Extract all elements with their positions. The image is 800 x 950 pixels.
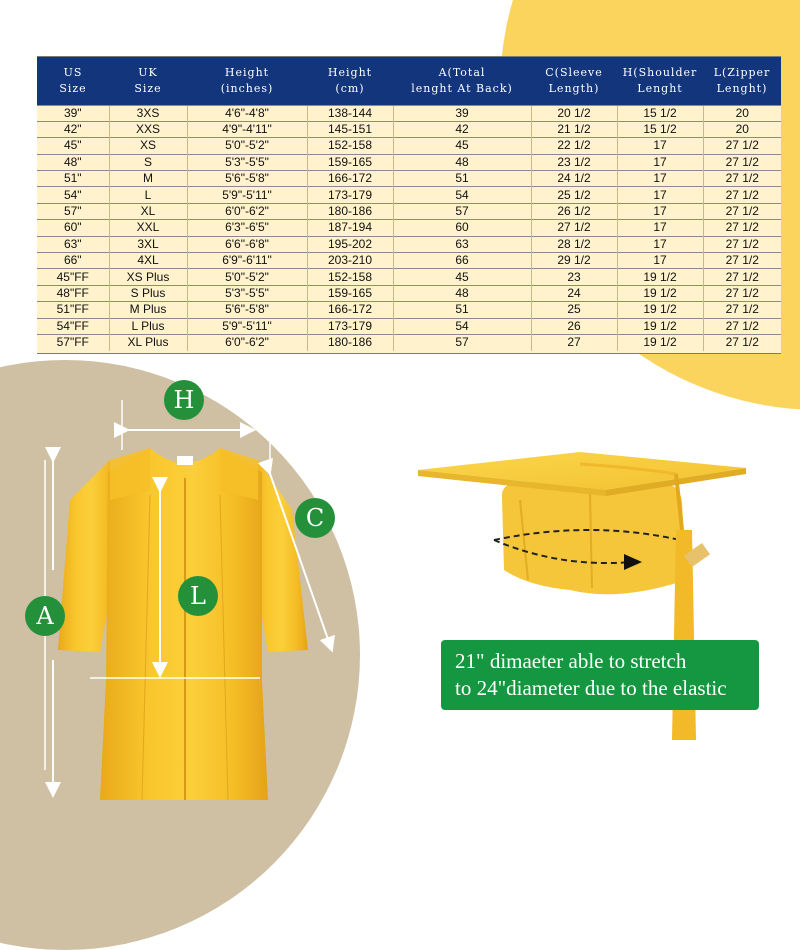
table-cell: XS Plus — [109, 269, 187, 285]
table-cell: 5'0"-5'2" — [187, 138, 307, 154]
table-cell: 51"FF — [37, 302, 109, 318]
table-cell: 19 1/2 — [617, 318, 703, 334]
table-cell: 60 — [393, 220, 531, 236]
table-cell: 57"FF — [37, 334, 109, 350]
table-cell: 42 — [393, 121, 531, 137]
table-cell: 6'9"-6'11" — [187, 253, 307, 269]
table-row — [37, 302, 781, 318]
table-cell: 20 — [703, 121, 781, 137]
table-cell: 19 1/2 — [617, 269, 703, 285]
table-cell: S — [109, 154, 187, 170]
table-cell: 17 — [617, 203, 703, 219]
table-cell: 19 1/2 — [617, 334, 703, 350]
table-cell: 4'6"-4'8" — [187, 105, 307, 121]
table-cell: XL — [109, 203, 187, 219]
table-body — [37, 105, 781, 351]
table-row — [37, 138, 781, 154]
table-cell: L — [109, 187, 187, 203]
table-cell: 17 — [617, 154, 703, 170]
table-cell: 27 1/2 — [703, 334, 781, 350]
table-cell: 27 1/2 — [703, 285, 781, 301]
table-cell: 66" — [37, 253, 109, 269]
table-row — [37, 220, 781, 236]
table-cell: 187-194 — [307, 220, 393, 236]
table-cell: 159-165 — [307, 285, 393, 301]
table-cell: 27 1/2 — [703, 138, 781, 154]
table-cell: 6'3"-6'5" — [187, 220, 307, 236]
table-cell: 57 — [393, 334, 531, 350]
table-cell: 17 — [617, 236, 703, 252]
table-cell: S Plus — [109, 285, 187, 301]
table-cell: 20 1/2 — [531, 105, 617, 121]
table-cell: 203-210 — [307, 253, 393, 269]
table-cell: 5'3"-5'5" — [187, 285, 307, 301]
table-row — [37, 334, 781, 350]
table-cell: 66 — [393, 253, 531, 269]
table-cell: 3XL — [109, 236, 187, 252]
table-cell: 5'9"-5'11" — [187, 187, 307, 203]
table-cell: 17 — [617, 171, 703, 187]
header-zipper-length: L(Zipper Lenght) — [713, 65, 771, 95]
table-cell: 51 — [393, 302, 531, 318]
table-cell: 27 1/2 — [703, 187, 781, 203]
table-cell: 3XS — [109, 105, 187, 121]
table-cell: 159-165 — [307, 154, 393, 170]
table-cell: 5'6"-5'8" — [187, 302, 307, 318]
table-cell: 51" — [37, 171, 109, 187]
table-cell: 48 — [393, 154, 531, 170]
table-cell: 27 1/2 — [703, 253, 781, 269]
table-cell: 15 1/2 — [617, 105, 703, 121]
table-cell: 166-172 — [307, 302, 393, 318]
table-cell: 195-202 — [307, 236, 393, 252]
table-cell: 17 — [617, 187, 703, 203]
table-cell: 45" — [37, 138, 109, 154]
table-row — [37, 318, 781, 334]
table-row — [37, 203, 781, 219]
table-row — [37, 236, 781, 252]
table-cell: XL Plus — [109, 334, 187, 350]
table-cell: 29 1/2 — [531, 253, 617, 269]
table-cell: 19 1/2 — [617, 302, 703, 318]
table-cell: 57 — [393, 203, 531, 219]
table-row — [37, 105, 781, 121]
table-cell: 21 1/2 — [531, 121, 617, 137]
table-cell: 6'6"-6'8" — [187, 236, 307, 252]
table-row — [37, 269, 781, 285]
header-shoulder-length: H(Shoulder Lenght — [622, 65, 698, 95]
table-cell: 5'0"-5'2" — [187, 269, 307, 285]
header-height-inches: Height (inches) — [220, 65, 274, 95]
table-cell: 23 1/2 — [531, 154, 617, 170]
table-cell: M — [109, 171, 187, 187]
table-cell: 27 — [531, 334, 617, 350]
table-header-row — [37, 57, 781, 105]
table-cell: 5'9"-5'11" — [187, 318, 307, 334]
table-cell: 27 1/2 — [703, 318, 781, 334]
table-cell: 27 1/2 — [531, 220, 617, 236]
header-uk-size: UK Size — [134, 65, 162, 95]
table-cell: 45 — [393, 138, 531, 154]
table-cell: 23 — [531, 269, 617, 285]
table-cell: 27 1/2 — [703, 302, 781, 318]
table-cell: XXS — [109, 121, 187, 137]
table-cell: 39 — [393, 105, 531, 121]
header-total-length: A(Total lenght At Back) — [411, 65, 513, 95]
table-cell: 173-179 — [307, 187, 393, 203]
table-cell: 180-186 — [307, 334, 393, 350]
table-cell: 17 — [617, 220, 703, 236]
table-cell: 24 1/2 — [531, 171, 617, 187]
table-cell: 25 1/2 — [531, 187, 617, 203]
size-table — [37, 57, 781, 351]
table-row — [37, 285, 781, 301]
badge-a: A — [25, 596, 65, 636]
table-cell: 48 — [393, 285, 531, 301]
table-cell: 173-179 — [307, 318, 393, 334]
table-cell: 54" — [37, 187, 109, 203]
table-cell: L Plus — [109, 318, 187, 334]
table-cell: 24 — [531, 285, 617, 301]
table-row — [37, 253, 781, 269]
table-row — [37, 121, 781, 137]
table-cell: 48" — [37, 154, 109, 170]
table-cell: 39" — [37, 105, 109, 121]
table-cell: 57" — [37, 203, 109, 219]
table-cell: 27 1/2 — [703, 171, 781, 187]
table-cell: 180-186 — [307, 203, 393, 219]
cap-note-line-2: to 24"diameter due to the elastic — [455, 676, 727, 700]
table-cell: 51 — [393, 171, 531, 187]
header-sleeve-length: C(Sleeve Length) — [545, 65, 603, 95]
table-cell: 5'3"-5'5" — [187, 154, 307, 170]
table-cell: 27 1/2 — [703, 203, 781, 219]
table-cell: 6'0"-6'2" — [187, 203, 307, 219]
cap-note-line-1: 21" dimaeter able to stretch — [455, 649, 687, 673]
table-cell: 17 — [617, 253, 703, 269]
table-cell: 19 1/2 — [617, 285, 703, 301]
table-row — [37, 187, 781, 203]
table-cell: 27 1/2 — [703, 269, 781, 285]
table-cell: 152-158 — [307, 269, 393, 285]
table-cell: 45"FF — [37, 269, 109, 285]
header-height-cm: Height (cm) — [327, 65, 373, 95]
table-cell: 54"FF — [37, 318, 109, 334]
table-cell: 4XL — [109, 253, 187, 269]
table-cell: 152-158 — [307, 138, 393, 154]
table-cell: 27 1/2 — [703, 154, 781, 170]
table-cell: 27 1/2 — [703, 236, 781, 252]
table-cell: 26 1/2 — [531, 203, 617, 219]
badge-l: L — [178, 576, 218, 616]
table-cell: XS — [109, 138, 187, 154]
table-cell: 45 — [393, 269, 531, 285]
table-row — [37, 154, 781, 170]
table-cell: 63" — [37, 236, 109, 252]
table-cell: 63 — [393, 236, 531, 252]
table-cell: 138-144 — [307, 105, 393, 121]
table-cell: M Plus — [109, 302, 187, 318]
cap-stretch-note — [441, 640, 759, 710]
badge-c: C — [295, 498, 335, 538]
table-cell: 6'0"-6'2" — [187, 334, 307, 350]
table-cell: 20 — [703, 105, 781, 121]
size-chart — [37, 56, 781, 354]
table-cell: 26 — [531, 318, 617, 334]
table-cell: 22 1/2 — [531, 138, 617, 154]
table-cell: 42" — [37, 121, 109, 137]
table-cell: 145-151 — [307, 121, 393, 137]
table-cell: 54 — [393, 318, 531, 334]
table-cell: 4'9"-4'11" — [187, 121, 307, 137]
table-cell: 28 1/2 — [531, 236, 617, 252]
table-cell: 27 1/2 — [703, 220, 781, 236]
table-cell: 25 — [531, 302, 617, 318]
table-cell: 166-172 — [307, 171, 393, 187]
table-cell: 60" — [37, 220, 109, 236]
graduation-cap-image — [410, 440, 760, 800]
table-cell: 48"FF — [37, 285, 109, 301]
badge-h: H — [164, 380, 204, 420]
table-cell: 54 — [393, 187, 531, 203]
table-row — [37, 171, 781, 187]
table-cell: 17 — [617, 138, 703, 154]
header-us-size: US Size — [59, 65, 87, 95]
table-cell: 15 1/2 — [617, 121, 703, 137]
table-cell: 5'6"-5'8" — [187, 171, 307, 187]
table-cell: XXL — [109, 220, 187, 236]
